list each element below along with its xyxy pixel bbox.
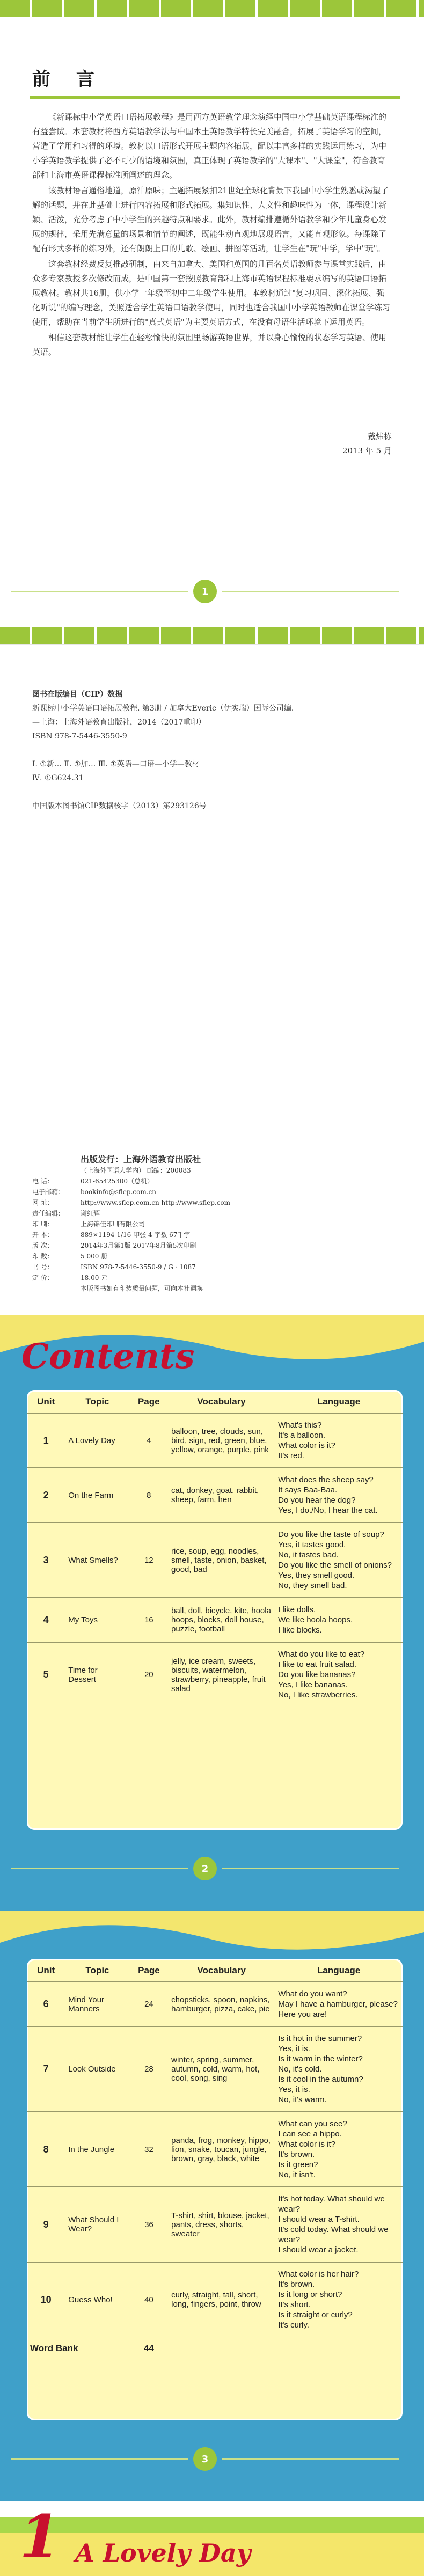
unit-number: 1: [19, 2502, 61, 2571]
detail-key: 印 刷：: [32, 1220, 54, 1228]
col-topic: Topic: [65, 1959, 130, 1982]
vocabulary-cell: jelly, ice cream, sweets, biscuits, watermelon, strawberry, pineapple, fruit salad: [171, 1656, 266, 1693]
page-number: 3: [193, 2447, 217, 2471]
publisher-detail-row: [32, 1272, 230, 1283]
title-underline: [30, 96, 400, 99]
vocabulary-cell: panda, frog, monkey, hippo, lion, snake, toucan, jungle, brown, gray, black, white: [168, 2112, 275, 2187]
contents-table: [27, 1959, 403, 2360]
publisher-detail-row: [32, 1283, 230, 1294]
preface-body: [32, 110, 392, 361]
page-cell: 32: [130, 2112, 168, 2187]
publisher-detail-row: [32, 1262, 230, 1272]
table-header: [27, 1959, 403, 1982]
cip-number: 中国版本图书馆CIP数据核字（2013）第293126号: [32, 802, 207, 810]
detail-key: 定 价：: [32, 1274, 54, 1282]
col-topic: Topic: [65, 1390, 129, 1413]
unit-number-cell: 4: [27, 1598, 65, 1642]
unit-number-cell: 3: [27, 1523, 65, 1598]
language-cell: What's this? It's a balloon. What color is it? It's red.: [275, 1413, 403, 1468]
publisher-detail-row: [32, 1197, 230, 1208]
detail-value: 谢红辉: [81, 1210, 100, 1217]
cip-classification: Ⅰ. ①新… Ⅱ. ①加… Ⅲ. ①英语—口语—小学—教材: [32, 760, 200, 769]
detail-key: 电子邮箱：: [32, 1188, 65, 1196]
col-language: Language: [275, 1390, 403, 1413]
detail-value: bookinfo@sflep.com.cn: [81, 1188, 156, 1196]
vocabulary-cell: chopsticks, spoon, napkins, hamburger, pizza, cake, pie: [168, 1982, 275, 2026]
language-cell: What does the sheep say? It says Baa-Baa. Do you hear the dog? Yes, I do./No, I hear the cat.: [275, 1468, 403, 1523]
cip-heading: 图书在版编目（CIP）数据: [32, 690, 123, 699]
word-bank-page: 44: [143, 2343, 154, 2353]
publisher-details: [32, 1165, 230, 1294]
unit-number-cell: 1: [27, 1413, 65, 1468]
preface-paragraph: 《新课标中小学英语口语拓展教程》是用西方英语教学理念演绎中国中小学基础英语课程标准的有益尝试。本套教材将西方英语教学法与中国本土英语教学特长完美融合，拓展了英语学习的空间，营造了学用和习得的环境。教材以口语形式开展主题内容拓展，配以丰富多样的实践运用练习，为中小学英语教学提供了必不可少的语境和氛围，真正体现了英语教学的"大课本"、"大课堂"，符合教育部和上海市英语课程标准所阐述的理念。: [32, 112, 387, 180]
topic-cell: What Should I Wear?: [65, 2187, 130, 2262]
page-cell: 12: [130, 1523, 168, 1598]
top-stripe: [0, 0, 424, 17]
contents-page: [0, 1315, 424, 1911]
detail-value: 021-65425300（总机）: [81, 1177, 154, 1185]
detail-key: 责任编辑：: [32, 1210, 65, 1217]
col-vocabulary: Vocabulary: [168, 1390, 275, 1413]
page-cell: 16: [130, 1598, 168, 1642]
detail-key: 网 址：: [32, 1199, 54, 1206]
detail-value: 2014年3月第1版 2017年8月第5次印刷: [81, 1242, 196, 1249]
table-row: [27, 2026, 403, 2112]
publisher-detail-row: [32, 1230, 230, 1240]
publisher-detail-row: [32, 1208, 230, 1219]
page-cell: 24: [130, 1982, 168, 2026]
publisher-detail-row: [32, 1240, 230, 1251]
cip-block: [32, 687, 294, 813]
vocabulary-cell: rice, soup, egg, noodles, smell, taste, onion, basket, good, bad: [168, 1523, 275, 1598]
unit-number-cell: 7: [27, 2026, 65, 2112]
vocabulary-cell: cat, donkey, goat, rabbit, sheep, farm, hen: [168, 1468, 275, 1523]
detail-value: （上海外国语大学内） 邮编：200083: [81, 1167, 191, 1174]
unit-number-cell: 6: [27, 1982, 65, 2026]
unit-number-cell: 5: [43, 1669, 49, 1680]
page-cell: 4: [130, 1413, 168, 1468]
detail-value: http://www.sflep.com.cn http://www.sflep.com: [81, 1199, 231, 1206]
preface-paragraph: 相信这套教材能让学生在轻松愉快的氛围里畅游英语世界，并以身心愉悦的状态学习英语、使用英语。: [32, 333, 387, 357]
table-row: [27, 1982, 403, 2026]
page-number: 1: [193, 580, 217, 603]
detail-key: [32, 1283, 81, 1294]
cip-classification: Ⅳ. ①G624.31: [32, 774, 84, 782]
bottom-stripe: [0, 627, 424, 644]
word-bank-row: [27, 2337, 403, 2360]
page-cell: 20: [144, 1670, 153, 1679]
language-cell: What do you like to eat? I like to eat fruit salad. Do you like bananas? Yes, I like bananas. No, I like strawberries.: [278, 1650, 365, 1700]
detail-value: 889×1194 1/16 印张 4 字数 67千字: [81, 1231, 191, 1239]
table-row: [27, 2187, 403, 2262]
page-cell: 8: [130, 1468, 168, 1523]
page-cell: 36: [130, 2187, 168, 2262]
col-page: Page: [130, 1390, 168, 1413]
preface-paragraph: 这套教材经费反复推敲研制，由来自加拿大、美国和英国的几百名英语教师参与课堂实践后，由众多专家教授多次修改而成，是中国第一套按照教育部和上海市英语课程标准要求编写的英语口语拓展教材。教材共16册，供小学一年级至初中二年级学生使用。本教材通过"复习巩固、深化拓展、强化听说"的编写理念，关照适合学生英语口语教学使用，同时也适合我国中小学英语教师在课堂学练习使用，帮助在当前学生所进行的"真式英语"为主要英语方式，在没有母语生活环境下运用英语。: [32, 259, 390, 327]
contents-page-continued: [0, 1911, 424, 2501]
detail-value: ISBN 978-7-5446-3550-9 / G · 1087: [81, 1263, 196, 1271]
page-cell: 28: [130, 2026, 168, 2112]
preface-title: 前 言: [32, 69, 104, 90]
cip-line: ISBN 978-7-5446-3550-9: [32, 732, 127, 741]
preface-page: [0, 0, 424, 644]
col-vocabulary: Vocabulary: [168, 1959, 275, 1982]
col-unit: Unit: [27, 1390, 65, 1413]
detail-key: 书 号：: [32, 1263, 54, 1271]
table-row: [27, 1642, 403, 1707]
language-cell: Do you like the taste of soup? Yes, it tastes good. No, it tastes bad. Do you like the smell of onions? Yes, they smell good. No, they smell bad.: [275, 1523, 403, 1598]
table-row: [27, 2262, 403, 2337]
unit-number-cell: 8: [27, 2112, 65, 2187]
topic-cell: In the Jungle: [65, 2112, 130, 2187]
detail-key: 电 话：: [32, 1177, 54, 1185]
language-cell: What can you see? I can see a hippo. What color is it? It's brown. Is it green? No, it isn't.: [275, 2112, 403, 2187]
unit-title: A Lovely Day: [75, 2538, 251, 2567]
preface-paragraph: 该教材语言通俗地道，原汁原味；主题拓展紧扣21世纪全球化背景下我国中小学生熟悉或渴望了解的话题，并在此基础上进行内容拓展和形式拓展。集知识性、人文性和趣味性为一体，课程设计新颖、活泼，充分考虑了中小学生的兴趣特点和要求。此外，教材编排遵循外语教学和少年儿童身心发展的规律，采用先满意量的场景和情节的阐述，既能生动直观地展现语言，又能直观形象。每课除了配有形式多样的练习外，还有朗朗上口的儿歌、绘画、拼图等活动，让学生在"玩"中学，学中"玩"。: [32, 186, 389, 253]
publisher-info: [32, 1154, 230, 1294]
unit-opener: [0, 2501, 424, 2576]
table-row: [27, 2112, 403, 2187]
vocabulary-cell: curly, straight, tall, short, long, fingers, point, throw: [171, 2290, 261, 2309]
page-cell: 40: [144, 2295, 153, 2304]
topic-cell: Look Outside: [65, 2026, 130, 2112]
author-name: 戴炜栋: [367, 431, 392, 441]
col-language: Language: [275, 1959, 403, 1982]
detail-value: 上海锦佳印刷有限公司: [81, 1220, 145, 1228]
publisher-name: 出版发行：上海外语教育出版社: [81, 1154, 201, 1165]
topic-cell: Mind Your Manners: [65, 1982, 130, 2026]
detail-key: 开 本：: [32, 1231, 54, 1239]
topic-cell: Time for Dessert: [68, 1665, 98, 1684]
page-number: 2: [193, 1857, 217, 1880]
vocabulary-cell: balloon, tree, clouds, sun, bird, sign, red, green, blue, yellow, orange, purple, pink: [168, 1413, 275, 1468]
language-cell: Is it hot in the summer? Yes, it is. Is it warm in the winter? No, it's cold. Is it cool in the autumn? Yes, it is. No, it's warm.: [275, 2026, 403, 2112]
language-cell: I like dolls. We like hoola hoops. I like blocks.: [275, 1598, 403, 1642]
language-cell: It's hot today. What should we wear? I should wear a T-shirt. It's cold today. What should we wear? I should wear a jacket.: [275, 2187, 403, 2262]
detail-value: 本版图书如有印装质量问题，可向本社调换: [81, 1285, 203, 1292]
copyright-page: [0, 644, 424, 1315]
table-row: [27, 1413, 403, 1468]
publisher-detail-row: [32, 1165, 230, 1176]
topic-cell: Guess Who!: [68, 2295, 113, 2304]
topic-cell: A Lovely Day: [65, 1413, 129, 1468]
publisher-detail-row: [32, 1219, 230, 1230]
unit-number-cell: 9: [27, 2187, 65, 2262]
topic-cell: What Smells?: [65, 1523, 129, 1598]
table-row: [27, 1598, 403, 1642]
contents-card: [27, 1390, 403, 1830]
detail-key: 版 次：: [32, 1242, 54, 1249]
cip-line: 新课标中小学英语口语拓展教程. 第3册 / 加拿大Everic（伊实瑞）国际公司编.: [32, 704, 294, 713]
vocabulary-cell: T-shirt, shirt, blouse, jacket, pants, dress, shorts, sweater: [168, 2187, 275, 2262]
unit-number-cell: 10: [40, 2294, 52, 2305]
detail-key: 印 数：: [32, 1253, 54, 1260]
language-cell: What do you want? May I have a hamburger, please? Here you are!: [275, 1982, 403, 2026]
publisher-detail-row: [32, 1251, 230, 1262]
word-bank-label: Word Bank: [30, 2343, 78, 2353]
signature: [342, 429, 392, 458]
col-unit: Unit: [27, 1959, 65, 1982]
topic-cell: On the Farm: [65, 1468, 129, 1523]
publisher-detail-row: [32, 1176, 230, 1187]
topic-cell: My Toys: [65, 1598, 129, 1642]
col-page: Page: [130, 1959, 168, 1982]
detail-value: 18.00 元: [81, 1274, 108, 1282]
language-cell: What color is her hair? It's brown. Is it long or short? It's short. Is it straight or curly? It's curly.: [278, 2270, 359, 2330]
contents-table: [27, 1390, 403, 1707]
unit-number-cell: 2: [27, 1468, 65, 1523]
table-header: [27, 1390, 403, 1413]
table-row: [27, 1523, 403, 1598]
detail-value: 5 000 册: [81, 1253, 108, 1260]
contents-card: [27, 1959, 403, 2420]
publisher-detail-row: [32, 1187, 230, 1197]
preface-date: 2013 年 5 月: [342, 446, 392, 456]
table-row: [27, 1468, 403, 1523]
contents-title: Contents: [21, 1336, 195, 1377]
cip-line: —上海：上海外语教育出版社，2014（2017重印）: [32, 718, 206, 727]
detail-key: [32, 1165, 81, 1176]
vocabulary-cell: winter, spring, summer, autumn, cold, warm, hot, cool, song, sing: [168, 2026, 275, 2112]
vocabulary-cell: ball, doll, bicycle, kite, hoola hoops, blocks, doll house, puzzle, football: [168, 1598, 275, 1642]
